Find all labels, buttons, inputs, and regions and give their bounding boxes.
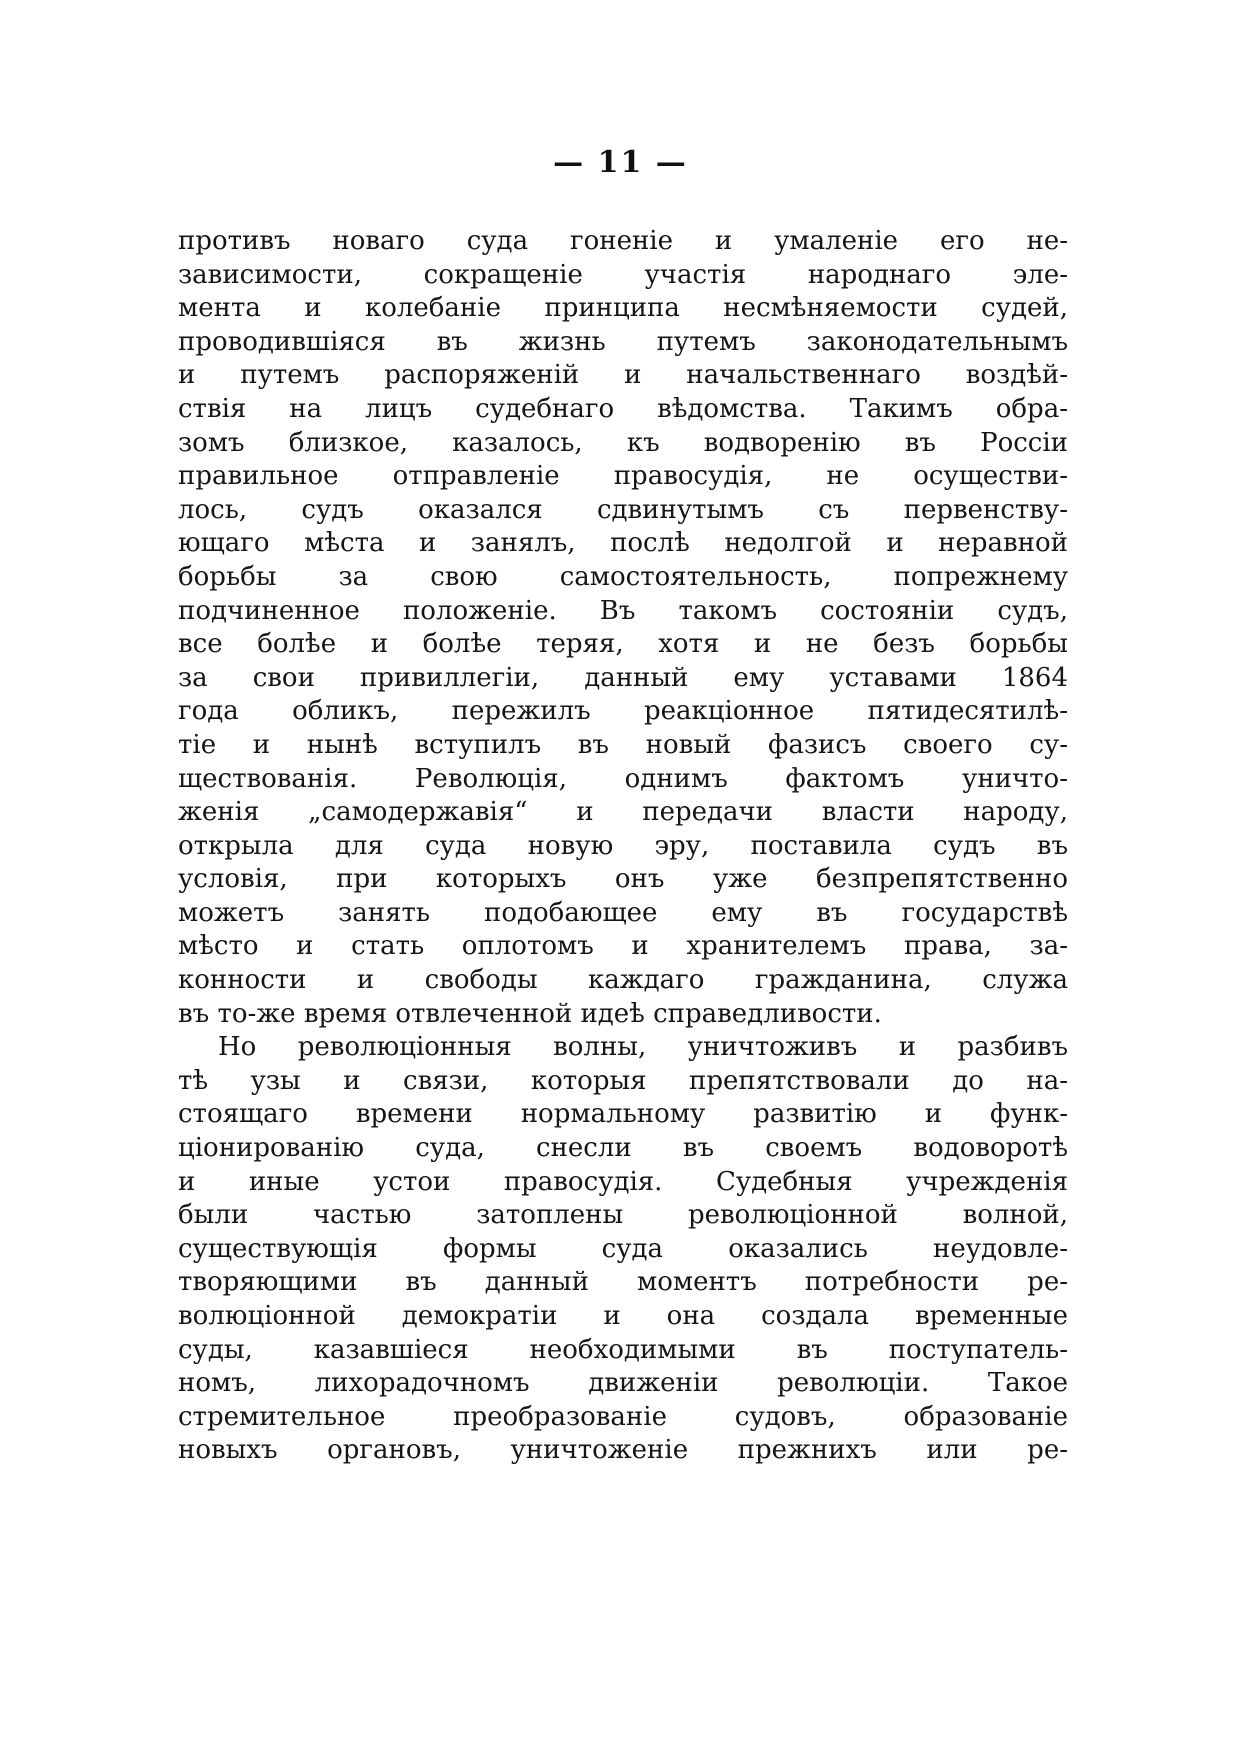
text-line: можетъ занять подобающее ему въ государствѣ (178, 897, 1068, 928)
text-line: ствія на лицъ судебнаго вѣдомства. Такимъ обра- (178, 393, 1068, 424)
text-line: за свои привиллегіи, данный ему уставами 1864 (178, 662, 1068, 693)
text-line: женія „самодержавія“ и передачи власти народу, (178, 797, 1068, 828)
text-line: существующія формы суда оказались неудовле- (178, 1233, 1068, 1264)
text-line: проводившіяся въ жизнь путемъ законодательнымъ (178, 326, 1068, 357)
page-number: — 11 — (553, 145, 688, 180)
text-line: правильное отправленіе правосудія, не осуществи- (178, 461, 1068, 492)
text-line: борьбы за свою самостоятельность, попрежнему (178, 561, 1068, 592)
text-line: творяющими въ данный моментъ потребности ре- (178, 1267, 1068, 1298)
text-line: открыла для суда новую эру, поставила судъ въ (178, 830, 1068, 861)
text-line: стоящаго времени нормальному развитію и функ- (178, 1099, 1068, 1130)
text-line: подчиненное положеніе. Въ такомъ состояніи судъ, (178, 595, 1068, 626)
text-line: ществованія. Революція, однимъ фактомъ уничто- (178, 763, 1068, 794)
text-line: года обликъ, пережилъ реакціонное пятидесятилѣ- (178, 696, 1068, 727)
paragraph-end-line: въ то-же время отвлеченной идеѣ справедливости. (178, 998, 882, 1029)
text-line: мѣсто и стать оплотомъ и хранителемъ права, за- (178, 931, 1068, 962)
text-line: и путемъ распоряженій и начальственнаго воздѣй- (178, 360, 1068, 391)
text-line: новыхъ органовъ, уничтоженіе прежнихъ или ре- (178, 1435, 1068, 1466)
text-line: тіе и нынѣ вступилъ въ новый фазисъ своего су- (178, 729, 1068, 760)
text-line: и иные устои правосудія. Судебныя учрежденія (178, 1166, 1068, 1197)
text-line: волюціонной демократіи и она создала временные (178, 1301, 1068, 1331)
text-line: противъ новаго суда гоненіе и умаленіе его не- (178, 226, 1068, 256)
paragraph-start-line: Но революціонныя волны, уничтоживъ и разбивъ (218, 1032, 1068, 1063)
text-line: ющаго мѣста и занялъ, послѣ недолгой и неравной (178, 528, 1068, 559)
text-line: номъ, лихорадочномъ движеніи революціи. Такое (178, 1368, 1068, 1399)
text-line: лось, судъ оказался сдвинутымъ съ первенству- (178, 494, 1068, 525)
text-line: условія, при которыхъ онъ уже безпрепятственно (178, 864, 1068, 895)
text-line: суды, казавшіеся необходимыми въ поступатель- (178, 1334, 1068, 1365)
text-line: тѣ узы и связи, которыя препятствовали до на- (178, 1065, 1068, 1096)
text-line: мента и колебаніе принципа несмѣняемости судей, (178, 293, 1068, 324)
body-text (178, 225, 1068, 1468)
text-line: зомъ близкое, казалось, къ водворенію въ Россіи (178, 427, 1068, 458)
text-line: зависимости, сокращеніе участія народнаго эле- (178, 259, 1068, 290)
text-line: были частью затоплены революціонной волной, (178, 1200, 1068, 1231)
text-line: конности и свободы каждаго гражданина, служа (178, 965, 1068, 996)
text-line: стремительное преобразованіе судовъ, образованіе (178, 1401, 1068, 1432)
text-line: ціонированію суда, снесли въ своемъ водоворотѣ (178, 1133, 1068, 1164)
text-line: все болѣе и болѣе теряя, хотя и не безъ борьбы (178, 629, 1068, 660)
